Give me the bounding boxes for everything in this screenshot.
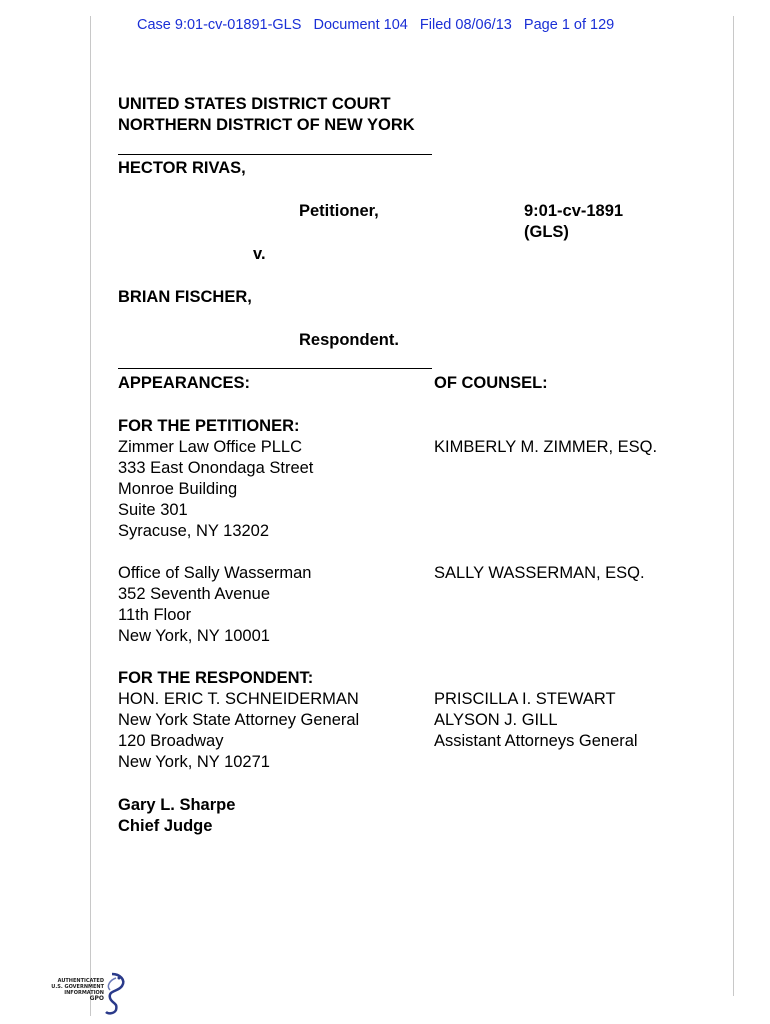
- respondent-name: BRIAN FISCHER,: [118, 288, 252, 306]
- gpo-authentication-logo: [42, 972, 128, 1018]
- court-name: UNITED STATES DISTRICT COURT: [118, 95, 391, 113]
- judge-name: Gary L. Sharpe: [118, 796, 236, 814]
- gpo-eagle-icon: [98, 972, 128, 1016]
- firm-address-line: Zimmer Law Office PLLC: [118, 438, 302, 456]
- firm-address-line: Monroe Building: [118, 480, 238, 498]
- versus: v.: [253, 245, 266, 263]
- of-counsel-heading: OF COUNSEL:: [434, 374, 548, 392]
- caption-divider-top: [118, 154, 432, 155]
- respondent-section-heading: FOR THE RESPONDENT:: [118, 669, 314, 687]
- firm-address-line: Office of Sally Wasserman: [118, 564, 312, 582]
- respondent-address-line: New York State Attorney General: [118, 711, 360, 729]
- court-district: NORTHERN DISTRICT OF NEW YORK: [118, 116, 415, 134]
- firm-address-line: 11th Floor: [118, 606, 192, 624]
- counsel-title: Assistant Attorneys General: [434, 732, 638, 750]
- firm-address-line: Syracuse, NY 13202: [118, 522, 270, 540]
- case-number-line2: (GLS): [524, 223, 569, 241]
- respondent-address-line: 120 Broadway: [118, 732, 224, 750]
- respondent-address-line: New York, NY 10271: [118, 753, 270, 771]
- counsel-name: KIMBERLY M. ZIMMER, ESQ.: [434, 438, 658, 456]
- filed-date: Filed 08/06/13: [419, 17, 512, 33]
- case-number-line1: 9:01-cv-1891: [524, 202, 624, 220]
- petitioner-name: HECTOR RIVAS,: [118, 159, 246, 177]
- firm-address-line: New York, NY 10001: [118, 627, 270, 645]
- page-left-border: [90, 16, 91, 1016]
- caption-divider-bottom: [118, 368, 432, 369]
- counsel-name: SALLY WASSERMAN, ESQ.: [434, 564, 645, 582]
- page-right-border: [733, 16, 734, 996]
- firm-address-line: 352 Seventh Avenue: [118, 585, 270, 603]
- document-number: Document 104: [313, 17, 408, 33]
- respondent-role: Respondent.: [299, 331, 399, 349]
- counsel-name: PRISCILLA I. STEWART: [434, 690, 616, 708]
- judge-title: Chief Judge: [118, 817, 213, 835]
- page-number: Page 1 of 129: [523, 17, 615, 33]
- case-number: Case 9:01-cv-01891-GLS: [137, 17, 302, 33]
- firm-address-line: 333 East Onondaga Street: [118, 459, 314, 477]
- respondent-address-line: HON. ERIC T. SCHNEIDERMAN: [118, 690, 359, 708]
- gpo-logo-text: AUTHENTICATED U.S. GOVERNMENT INFORMATION GPO: [51, 978, 104, 1002]
- petitioner-role: Petitioner,: [299, 202, 379, 220]
- document-header: [137, 17, 614, 33]
- firm-address-line: Suite 301: [118, 501, 188, 519]
- appearances-heading: APPEARANCES:: [118, 374, 251, 392]
- petitioner-section-heading: FOR THE PETITIONER:: [118, 417, 300, 435]
- counsel-name: ALYSON J. GILL: [434, 711, 558, 729]
